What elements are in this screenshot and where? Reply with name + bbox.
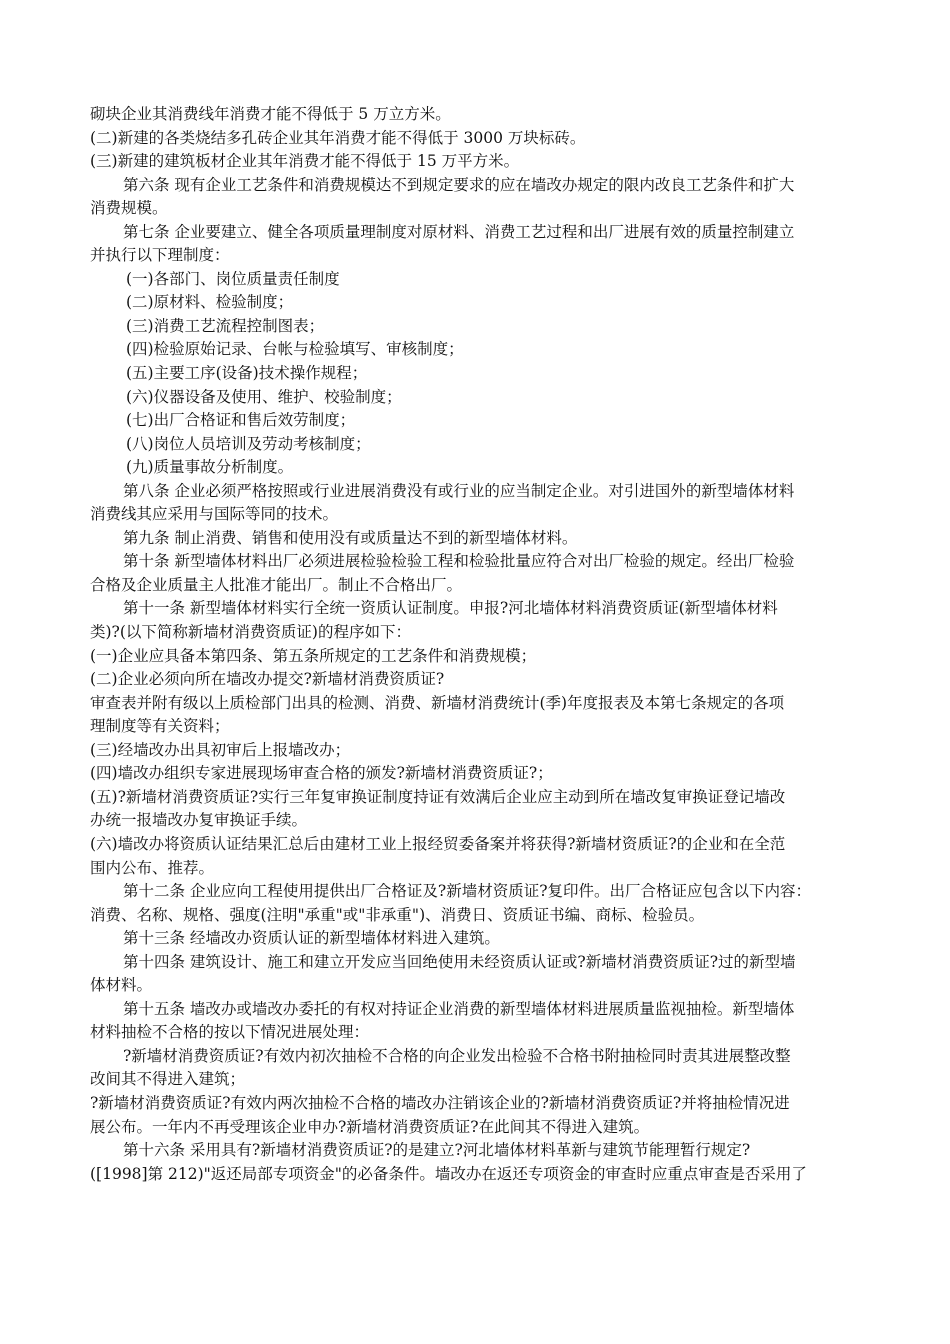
text-line: 消费规模。: [90, 199, 168, 218]
text-line: 展公布。一年内不再受理该企业申办?新墙材消费资质证?在此间其不得进入建筑。: [90, 1117, 650, 1136]
text-line: ?新墙材消费资质证?有效内初次抽检不合格的向企业发出检验不合格书附抽检同时责其进展整改整: [123, 1046, 791, 1065]
text-line: 第六条 现有企业工艺条件和消费规模达不到规定要求的应在墙改办规定的限内改良工艺条件和扩大: [123, 175, 795, 194]
text-line: 第十三条 经墙改办资质认证的新型墙体材料进入建筑。: [123, 929, 500, 948]
text-line: 消费线其应采用与国际等同的技术。: [90, 505, 339, 524]
text-line: (二)企业必须向所在墙改办提交?新墙材消费资质证?: [90, 670, 445, 689]
text-line: (八)岗位人员培训及劳动考核制度；: [126, 434, 371, 453]
text-line: (三)新建的建筑板材企业其年消费才能不得低于 15 万平方米。: [90, 152, 520, 171]
text-line: 体材料。: [90, 976, 153, 995]
text-line: (六)墙改办将资质认证结果汇总后由建材工业上报经贸委备案并将获得?新墙材资质证?的企业和在全范: [90, 834, 786, 853]
text-line: 消费、名称、规格、强度(注明"承重"或"非承重")、消费日、资质证书编、商标、检验员。: [90, 905, 705, 924]
text-line: 改间其不得进入建筑；: [90, 1070, 246, 1089]
text-line: 合格及企业质量主人批准才能出厂。制止不合格出厂。: [90, 575, 463, 594]
text-line: 类)?(以下简称新墙材消费资质证)的程序如下：: [90, 623, 411, 642]
text-line: (四)墙改办组织专家进展现场审查合格的颁发?新墙材消费资质证?；: [90, 764, 553, 783]
text-line: (一)企业应具备本第四条、第五条所规定的工艺条件和消费规模；: [90, 646, 537, 665]
text-line: 办统一报墙改办复审换证手续。: [90, 811, 308, 830]
text-line: (五)?新墙材消费资质证?实行三年复审换证制度持证有效满后企业应主动到所在墙改复审换证登记墙改: [90, 787, 786, 806]
text-line: (三)经墙改办出具初审后上报墙改办；: [90, 740, 351, 759]
text-line: (二)原材料、检验制度；: [126, 293, 294, 312]
text-line: ?新墙材消费资质证?有效内两次抽检不合格的墙改办注销该企业的?新墙材消费资质证?并将抽检情况进: [90, 1093, 790, 1112]
text-line: 第十六条 采用具有?新墙材消费资质证?的是建立?河北墙体材料革新与建筑节能理暂行规定?: [123, 1141, 751, 1160]
text-line: 第八条 企业必须严格按照或行业进展消费没有或行业的应当制定企业。对引进国外的新型墙体材料: [123, 481, 795, 500]
text-line: (九)质量事故分析制度。: [126, 458, 294, 477]
text-line: 围内公布、推荐。: [90, 858, 215, 877]
text-line: 并执行以下理制度：: [90, 246, 230, 265]
text-line: ([1998]第 212)"返还局部专项资金"的必备条件。墙改办在返还专项资金的审查时应重点审查是否采用了: [90, 1164, 807, 1183]
text-line: 第七条 企业要建立、健全各项质量理制度对原材料、消费工艺过程和出厂进展有效的质量控制建立: [123, 222, 795, 241]
text-line: (一)各部门、岗位质量责任制度: [126, 269, 340, 288]
text-line: (三)消费工艺流程控制图表；: [126, 316, 325, 335]
text-line: (五)主要工序(设备)技术操作规程；: [126, 364, 368, 383]
text-line: 第十四条 建筑设计、施工和建立开发应当回绝使用未经资质认证或?新墙材消费资质证?过的新型墙: [123, 952, 796, 971]
text-line: (二)新建的各类烧结多孔砖企业其年消费才能不得低于 3000 万块标砖。: [90, 128, 586, 147]
text-line: 审查表并附有级以上质检部门出具的检测、消费、新墙材消费统计(季)年度报表及本第七条规定的各项: [90, 693, 785, 712]
text-line: (七)出厂合格证和售后效劳制度；: [126, 411, 356, 430]
text-line: 砌块企业其消费线年消费才能不得低于 5 万立方米。: [90, 105, 451, 123]
text-line: 第十条 新型墙体材料出厂必须进展检验检验工程和检验批量应符合对出厂检验的规定。经出厂检验: [123, 552, 795, 571]
text-line: 材料抽检不合格的按以下情况进展处理：: [90, 1023, 370, 1042]
document-body: [90, 103, 870, 1186]
text-line: 第十二条 企业应向工程使用提供出厂合格证及?新墙材资质证?复印件。出厂合格证应包含以下内容：: [123, 882, 812, 901]
text-line: 第十五条 墙改办或墙改办委托的有权对持证企业消费的新型墙体材料进展质量监视抽检。新型墙体: [123, 999, 795, 1018]
text-line: 理制度等有关资料；: [90, 717, 230, 736]
text-line: (六)仪器设备及使用、维护、校验制度；: [126, 387, 402, 406]
text-line: (四)检验原始记录、台帐与检验填写、审核制度；: [126, 340, 464, 359]
text-line: 第十一条 新型墙体材料实行全统一资质认证制度。申报?河北墙体材料消费资质证(新型墙体材料: [123, 599, 778, 618]
text-line: 第九条 制止消费、销售和使用没有或质量达不到的新型墙体材料。: [123, 528, 578, 547]
